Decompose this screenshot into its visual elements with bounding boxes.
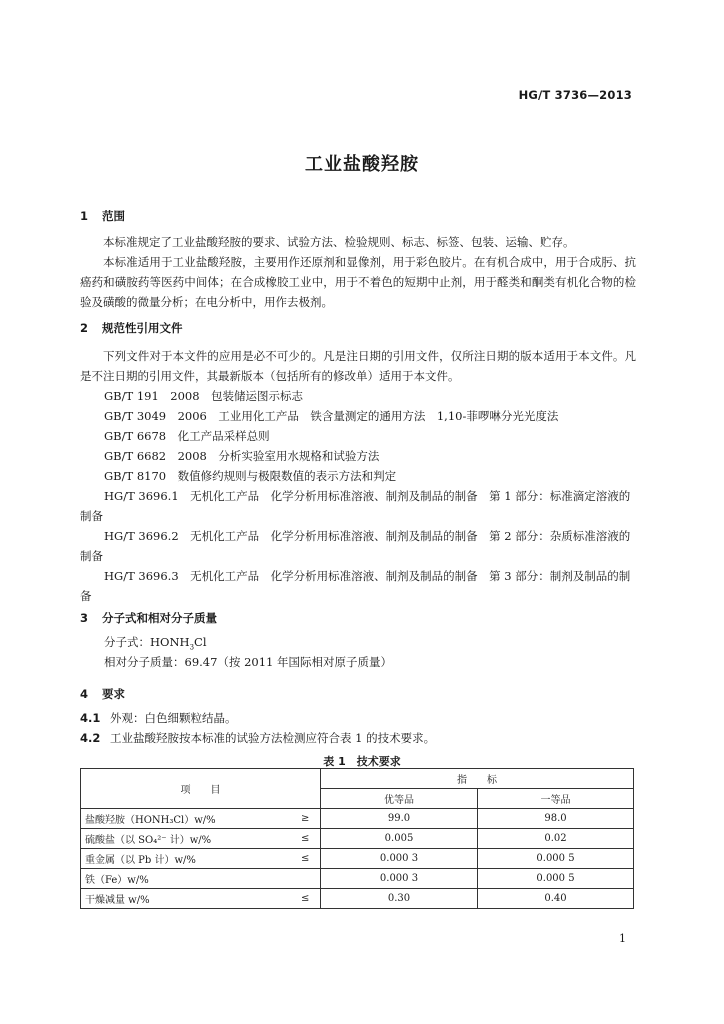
limit-symbol: ≤ xyxy=(291,889,321,909)
item-cell: 盐酸羟胺（HONH₃Cl）w/% xyxy=(81,809,291,829)
table-row xyxy=(81,829,634,849)
molecular-mass: 相对分子质量：69.47（按 2011 年国际相对原子质量） xyxy=(104,655,392,669)
value-cell: 98.0 xyxy=(478,809,634,829)
item-cell: 干燥减量 w/% xyxy=(81,889,291,909)
value-cell: 0.02 xyxy=(478,829,634,849)
document-title: 工业盐酸羟胺 xyxy=(305,154,419,175)
limit-symbol: ≥ xyxy=(291,809,321,829)
section-title: 规范性引用文件 xyxy=(102,321,183,335)
table-caption: 表 1 技术要求 xyxy=(323,755,401,768)
references-intro: 下列文件对于本文件的应用是必不可少的。凡是注日期的引用文件，仅所注日期的版本适用于本文件。凡是不注日期的引用文件，其最新版本（包括所有的修改单）适用于本文件。 xyxy=(80,349,636,383)
technical-requirements-table xyxy=(80,768,634,909)
scope-paragraph-2: 本标准适用于工业盐酸羟胺，主要用作还原剂和显像剂，用于彩色胶片。在有机合成中，用于合成肟、抗癌药和磺胺药等医药中间体；在合成橡胶工业中，用于不着色的短期中止剂，用于醛类和酮类有机化合物的检验及磺酸的微量分析；在电分析中，用作去极剂。 xyxy=(80,255,636,309)
section-1-heading xyxy=(80,208,125,224)
section-number: 2 xyxy=(80,321,89,335)
section-title: 要求 xyxy=(102,687,125,701)
reference-item: HG/T 3696.2 无机化工产品 化学分析用标准溶液、制剂及制品的制备 第 2 部分：杂质标准溶液的制备 xyxy=(80,529,631,563)
value-cell: 0.000 3 xyxy=(321,849,478,869)
item-header: 项 目 xyxy=(81,769,321,809)
reference-item: GB/T 191 2008 包装储运图示标志 xyxy=(104,389,304,403)
section-number: 4 xyxy=(80,687,89,701)
reference-item: HG/T 3696.1 无机化工产品 化学分析用标准溶液、制剂及制品的制备 第 1 部分：标准滴定溶液的制备 xyxy=(80,489,631,523)
table-header-row xyxy=(81,769,634,789)
value-cell: 0.40 xyxy=(478,889,634,909)
clause-number: 4.2 xyxy=(80,731,101,745)
item-cell: 硫酸盐（以 SO₄²⁻ 计）w/% xyxy=(81,829,291,849)
section-number: 3 xyxy=(80,611,89,625)
clause-4-1 xyxy=(80,710,237,726)
clause-text: 外观：白色细颗粒结晶。 xyxy=(110,711,237,725)
section-title: 范围 xyxy=(102,209,125,223)
value-cell: 0.000 5 xyxy=(478,869,634,889)
limit-symbol: ≤ xyxy=(291,829,321,849)
clause-number: 4.1 xyxy=(80,711,101,725)
index-header: 指 标 xyxy=(321,769,634,789)
limit-symbol xyxy=(291,869,321,889)
scope-paragraph-1: 本标准规定了工业盐酸羟胺的要求、试验方法、检验规则、标志、标签、包装、运输、贮存。 xyxy=(103,235,575,249)
standard-code: HG/T 3736—2013 xyxy=(518,88,632,102)
grade-header: 优等品 xyxy=(321,789,478,809)
section-4-heading xyxy=(80,686,125,702)
value-cell: 0.30 xyxy=(321,889,478,909)
molecular-formula: 分子式：$HONH_3Cl$ xyxy=(104,635,207,652)
section-number: 1 xyxy=(80,209,89,223)
value-cell: 0.000 3 xyxy=(321,869,478,889)
clause-text: 工业盐酸羟胺按本标准的试验方法检测应符合表 1 的技术要求。 xyxy=(110,731,436,745)
clause-4-2 xyxy=(80,730,435,746)
limit-symbol: ≤ xyxy=(291,849,321,869)
value-cell: 99.0 xyxy=(321,809,478,829)
table-row xyxy=(81,889,634,909)
reference-item: GB/T 6682 2008 分析实验室用水规格和试验方法 xyxy=(104,449,380,463)
section-2-heading xyxy=(80,320,183,336)
table-row xyxy=(81,849,634,869)
reference-item: GB/T 6678 化工产品采样总则 xyxy=(104,429,270,443)
page-number: 1 xyxy=(619,932,626,945)
value-cell: 0.000 5 xyxy=(478,849,634,869)
section-3-heading xyxy=(80,610,217,626)
reference-item: HG/T 3696.3 无机化工产品 化学分析用标准溶液、制剂及制品的制备 第 3 部分：制剂及制品的制备 xyxy=(80,569,631,603)
grade-header: 一等品 xyxy=(478,789,634,809)
table-row xyxy=(81,869,634,889)
item-cell: 重金属（以 Pb 计）w/% xyxy=(81,849,291,869)
reference-item: GB/T 3049 2006 工业用化工产品 铁含量测定的通用方法 1,10-菲啰啉分光光度法 xyxy=(104,409,559,423)
value-cell: 0.005 xyxy=(321,829,478,849)
reference-item: GB/T 8170 数值修约规则与极限数值的表示方法和判定 xyxy=(104,469,397,483)
section-title: 分子式和相对分子质量 xyxy=(102,611,217,625)
item-cell: 铁（Fe）w/% xyxy=(81,869,291,889)
table-row xyxy=(81,809,634,829)
